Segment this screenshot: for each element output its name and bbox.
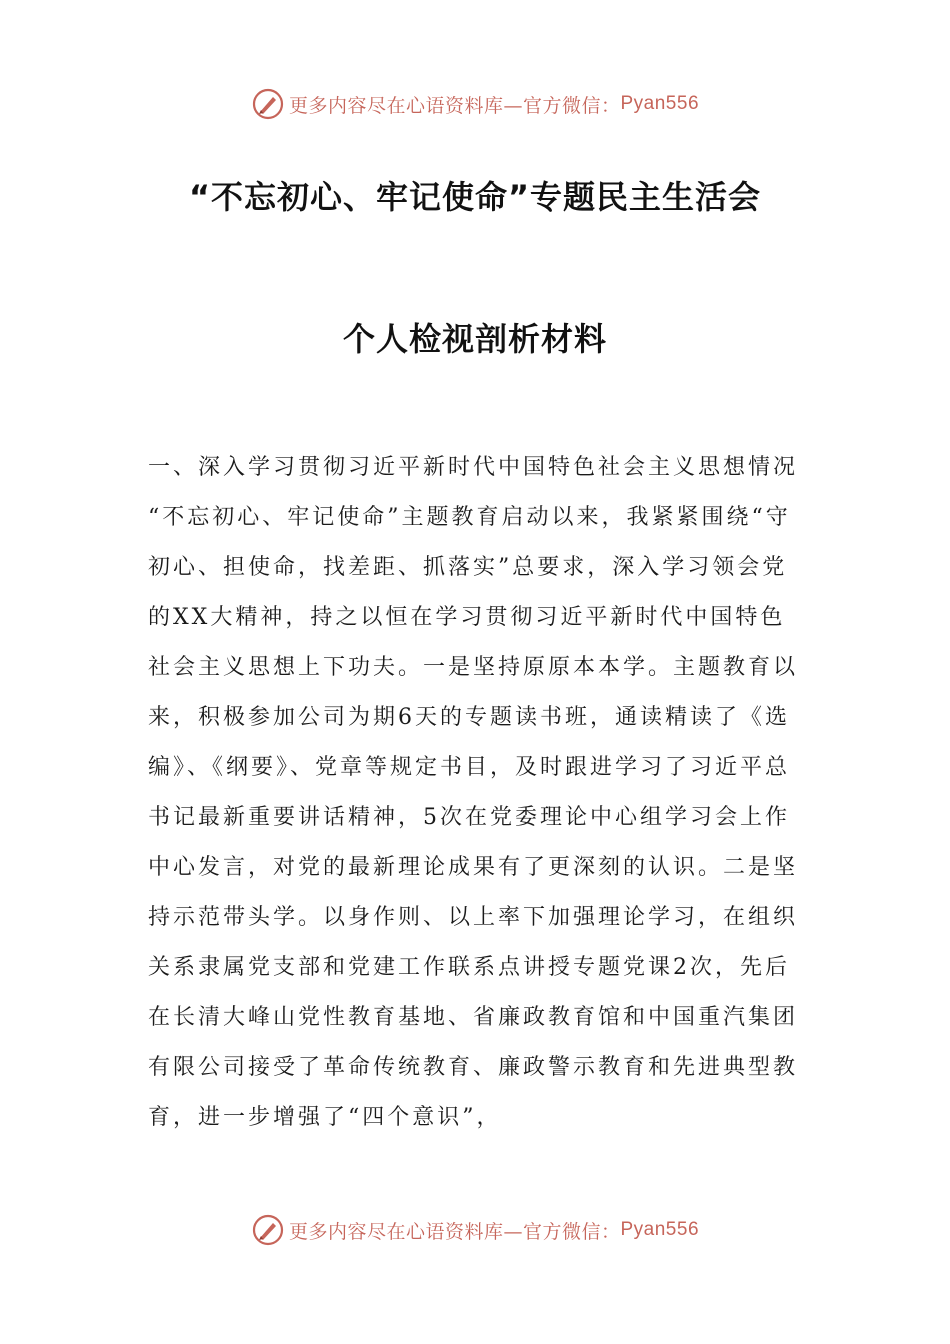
watermark-banner-bottom <box>0 1210 950 1250</box>
watermark-handle: Pyan556 <box>620 93 700 114</box>
pen-circle-logo-icon <box>251 87 285 121</box>
document-body <box>148 443 808 1143</box>
document-title-line1: “不忘初心、牢记使命”专题民主生活会 <box>188 178 762 216</box>
watermark-banner-top <box>0 84 950 124</box>
watermark-tagline: 更多内容尽在心语资料库—官方微信： <box>288 94 621 117</box>
document-title-line2: 个人检视剖析材料 <box>342 320 607 358</box>
watermark-handle: Pyan556 <box>620 1219 700 1240</box>
section-heading: 一、深入学习贯彻习近平新时代中国特色社会主义思想情况 <box>148 455 799 480</box>
watermark-tagline: 更多内容尽在心语资料库—官方微信： <box>288 1220 621 1243</box>
body-paragraph: “不忘初心、牢记使命”主题教育启动以来，我紧紧围绕“守初心、担使命，找差距、抓落实”总要求，深入学习领会党的XX大精神，持之以恒在学习贯彻习近平新时代中国特色社会主义思想上下功夫。一是坚持原原本本学。主题教育以来，积极参加公司为期6天的专题读书班，通读精读了《选编》、《纲要》、党章等规定书目，及时跟进学习了习近平总书记最新重要讲话精神，5次在党委理论中心组学习会上作中心发言，对党的最新理论成果有了更深刻的认识。二是坚持示范带头学。以身作则、以上率下加强理论学习，在组织关系隶属党支部和党建工作联系点讲授专题党课2次，先后在长清大峰山党性教育基地、省廉政教育馆和中国重汽集团有限公司接受了革命传统教育、廉政警示教育和先进典型教育，进一步增强了“四个意识”， <box>148 505 799 1130</box>
pen-circle-logo-icon <box>251 1213 285 1247</box>
